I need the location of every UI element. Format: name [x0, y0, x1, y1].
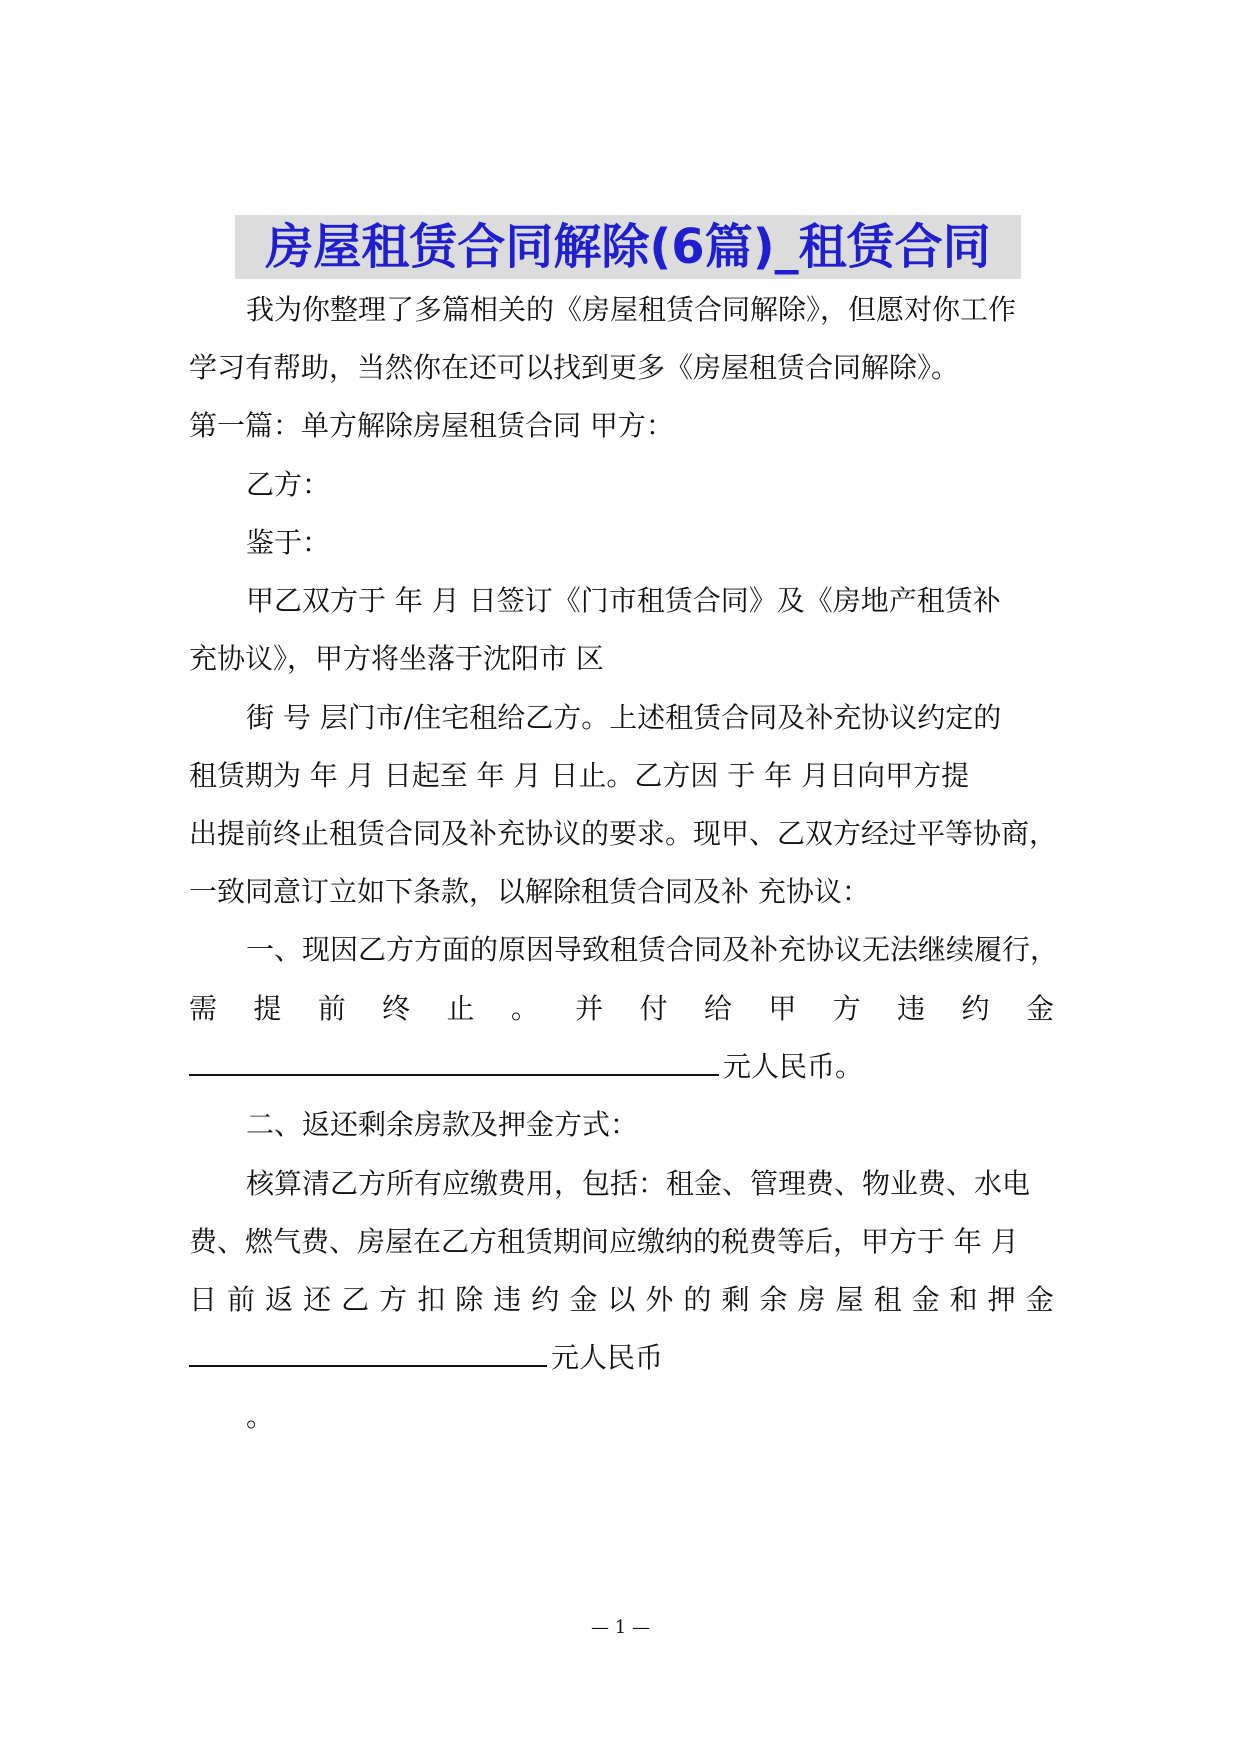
- page-number: — 1 —: [591, 1617, 650, 1638]
- justified-char: 方: [832, 992, 861, 1025]
- paragraph-line: 一致同意订立如下条款，以解除租赁合同及补 充协议：: [189, 875, 870, 908]
- section-heading: 第一篇：单方解除房屋租赁合同 甲方：: [189, 409, 674, 442]
- paragraph-line: 甲乙双方于 年 月 日签订《门市租赁合同》及《房地产租赁补: [246, 584, 1001, 617]
- refund-justified-line: [189, 1280, 1054, 1320]
- justified-char: 剩: [721, 1283, 750, 1316]
- blank-underline: [189, 1339, 547, 1367]
- justified-char: 扣: [417, 1283, 446, 1316]
- justified-char: 。: [510, 992, 539, 1025]
- justified-char: 金: [1025, 1283, 1054, 1316]
- justified-char: 并: [575, 992, 604, 1025]
- clause-one-line: 一、现因乙方方面的原因导致租赁合同及补充协议无法继续履行，: [246, 933, 1059, 966]
- justified-char: 违: [493, 1283, 522, 1316]
- justified-char: 返: [265, 1283, 294, 1316]
- closing-punctuation: 。: [246, 1400, 275, 1433]
- justified-char: 租: [873, 1283, 902, 1316]
- paragraph-line: 租赁期为 年 月 日起至 年 月 日止。乙方因 于 年 月日向甲方提: [189, 759, 970, 792]
- justified-char: 的: [683, 1283, 712, 1316]
- justified-char: 屋: [835, 1283, 864, 1316]
- justified-char: 和: [949, 1283, 978, 1316]
- paragraph-line: 核算清乙方所有应缴费用，包括：租金、管理费、物业费、水电: [246, 1167, 1031, 1200]
- clause-two-heading: 二、返还剩余房款及押金方式：: [246, 1108, 639, 1141]
- justified-char: 甲: [768, 992, 797, 1025]
- justified-char: 提: [253, 992, 282, 1025]
- justified-char: 金: [911, 1283, 940, 1316]
- blank-underline: [189, 1048, 719, 1076]
- currency-text: 元人民币。: [723, 1050, 864, 1083]
- penalty-amount-line: [189, 1047, 863, 1087]
- justified-char: 余: [759, 1283, 788, 1316]
- justified-char: 房: [797, 1283, 826, 1316]
- document-title: 房屋租赁合同解除(6篇)_租赁合同: [265, 219, 991, 275]
- justified-char: 金: [569, 1283, 598, 1316]
- justified-char: 以: [607, 1283, 636, 1316]
- clause-one-justified-line: [189, 989, 1054, 1029]
- justified-char: 给: [704, 992, 733, 1025]
- justified-char: 方: [379, 1283, 408, 1316]
- paragraph-line: 费、燃气费、房屋在乙方租赁期间应缴纳的税费等后，甲方于 年 月: [189, 1225, 1019, 1258]
- justified-char: 还: [303, 1283, 332, 1316]
- whereas-label: 鉴于：: [246, 526, 331, 559]
- title-highlight: [235, 215, 1021, 279]
- justified-char: 需: [189, 992, 218, 1025]
- justified-char: 违: [897, 992, 926, 1025]
- justified-char: 押: [987, 1283, 1016, 1316]
- justified-char: 止: [446, 992, 475, 1025]
- justified-char: 乙: [341, 1283, 370, 1316]
- justified-char: 终: [382, 992, 411, 1025]
- justified-char: 日: [189, 1283, 218, 1316]
- paragraph-line: 充协议》，甲方将坐落于沈阳市 区: [189, 642, 604, 675]
- justified-char: 约: [961, 992, 990, 1025]
- paragraph-line: 我为你整理了多篇相关的《房屋租赁合同解除》，但愿对你工作: [246, 293, 1017, 326]
- justified-char: 付: [639, 992, 668, 1025]
- justified-char: 除: [455, 1283, 484, 1316]
- paragraph-line: 出提前终止租赁合同及补充协议的要求。现甲、乙双方经过平等协商，: [189, 817, 1058, 850]
- refund-amount-line: [189, 1338, 663, 1378]
- justified-char: 外: [645, 1283, 674, 1316]
- justified-char: 前: [227, 1283, 256, 1316]
- party-b-label: 乙方：: [246, 468, 331, 501]
- paragraph-line: 学习有帮助，当然你在还可以找到更多《房屋租赁合同解除》。: [189, 351, 960, 384]
- justified-char: 前: [317, 992, 346, 1025]
- justified-char: 金: [1025, 992, 1054, 1025]
- justified-char: 约: [531, 1283, 560, 1316]
- currency-text: 元人民币: [551, 1341, 664, 1374]
- paragraph-line: 街 号 层门市/住宅租给乙方。上述租赁合同及补充协议约定的: [246, 701, 1002, 734]
